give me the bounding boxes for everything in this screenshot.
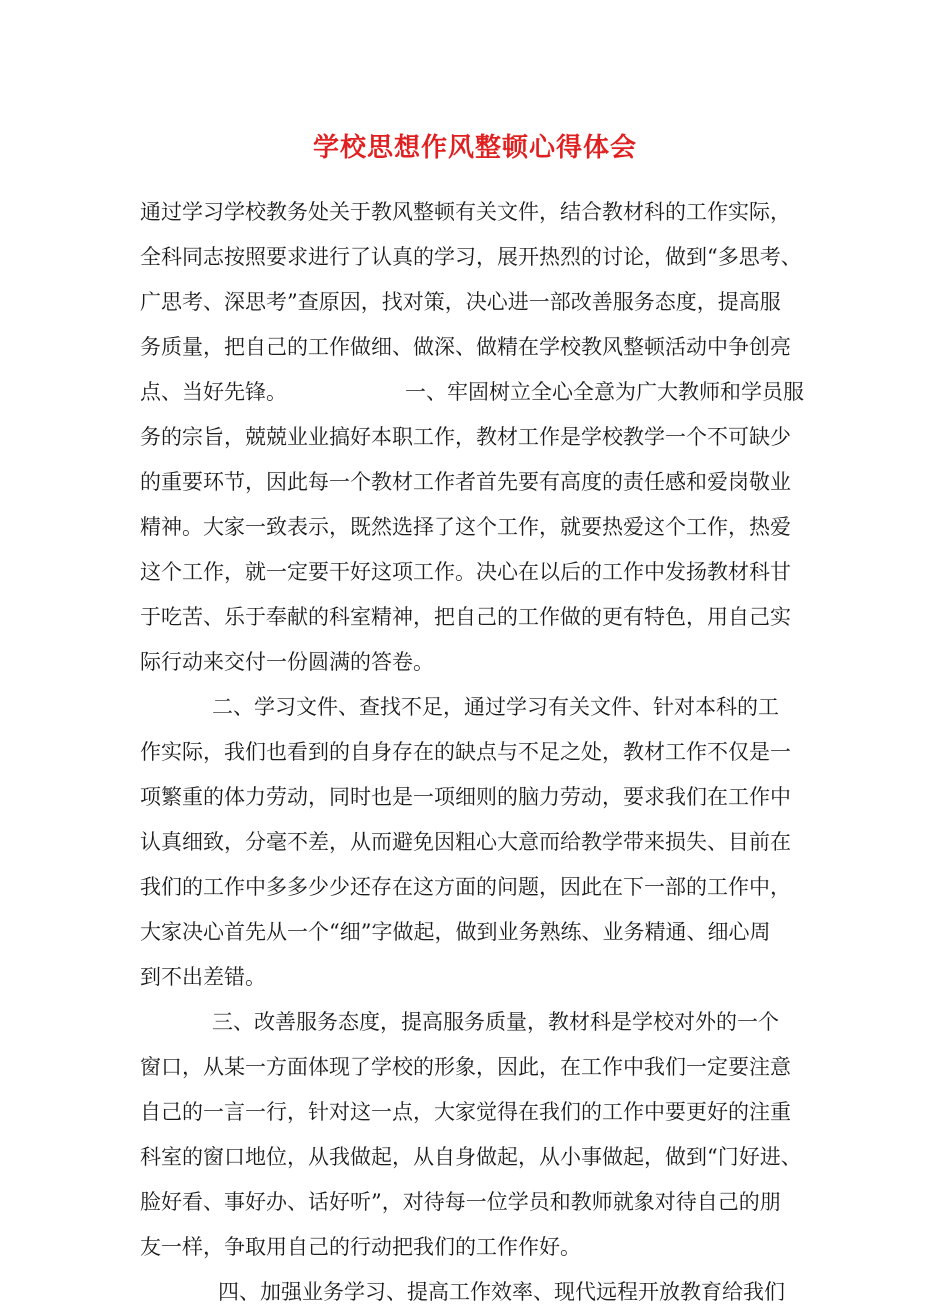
- document-body: [140, 190, 830, 1315]
- text-line: 到不出差错。: [140, 965, 266, 989]
- text-line: 大家决心首先从一个“细”字做起，做到业务熟练、业务精通、细心周: [140, 920, 771, 944]
- text-line: 的重要环节，因此每一个教材工作者首先要有高度的责任感和爱岗敬业: [140, 470, 791, 494]
- text-line: 认真细致，分毫不差，从而避免因粗心大意而给教学带来损失、目前在: [140, 830, 791, 854]
- text-line: 窗口，从某一方面体现了学校的形象，因此，在工作中我们一定要注意: [140, 1055, 791, 1079]
- text-line: 这个工作，就一定要干好这项工作。决心在以后的工作中发扬教材科甘: [140, 560, 791, 584]
- paragraph-start: 二、学习文件、查找不足，通过学习有关文件、针对本科的工: [212, 695, 779, 719]
- text-line-mixed: [140, 370, 830, 415]
- text-line: 项繁重的体力劳动，同时也是一项细则的脑力劳动，要求我们在工作中: [140, 785, 791, 809]
- text-line: 精神。大家一致表示，既然选择了这个工作，就要热爱这个工作，热爱: [140, 515, 791, 539]
- document-title: 学校思想作风整顿心得体会: [312, 133, 637, 163]
- text-fragment: 点、当好先锋。: [140, 380, 287, 404]
- text-line: 务的宗旨，兢兢业业搞好本职工作，教材工作是学校教学一个不可缺少: [140, 425, 791, 449]
- paragraph-start: 四、加强业务学习、提高工作效率、现代远程开放教育给我们: [218, 1280, 785, 1304]
- text-line: 友一样，争取用自己的行动把我们的工作作好。: [140, 1235, 581, 1259]
- text-line: 务质量，把自己的工作做细、做深、做精在学校教风整顿活动中争创亮: [140, 335, 791, 359]
- text-line: 科室的窗口地位，从我做起，从自身做起，从小事做起，做到“门好进、: [140, 1145, 802, 1169]
- text-line: 通过学习学校教务处关于教风整顿有关文件，结合教材科的工作实际，: [140, 200, 791, 224]
- text-line: 于吃苦、乐于奉献的科室精神，把自己的工作做的更有特色，用自己实: [140, 605, 791, 629]
- text-line: 作实际，我们也看到的自身存在的缺点与不足之处，教材工作不仅是一: [140, 740, 791, 764]
- text-line: 全科同志按照要求进行了认真的学习，展开热烈的讨论，做到“多思考、: [140, 245, 802, 269]
- text-line: 自己的一言一行，针对这一点，大家觉得在我们的工作中要更好的注重: [140, 1100, 791, 1124]
- text-line: 际行动来交付一份圆满的答卷。: [140, 650, 434, 674]
- text-line: 脸好看、事好办、话好听”，对待每一位学员和教师就象对待自己的朋: [140, 1190, 781, 1214]
- text-line: 我们的工作中多多少少还存在这方面的问题，因此在下一部的工作中，: [140, 875, 791, 899]
- text-fragment: 一、牢固树立全心全意为广大教师和学员服: [405, 380, 804, 404]
- paragraph-start: 三、改善服务态度，提高服务质量，教材科是学校对外的一个: [212, 1010, 779, 1034]
- text-line: 广思考、深思考”查原因，找对策，决心进一部改善服务态度，提高服: [140, 290, 781, 314]
